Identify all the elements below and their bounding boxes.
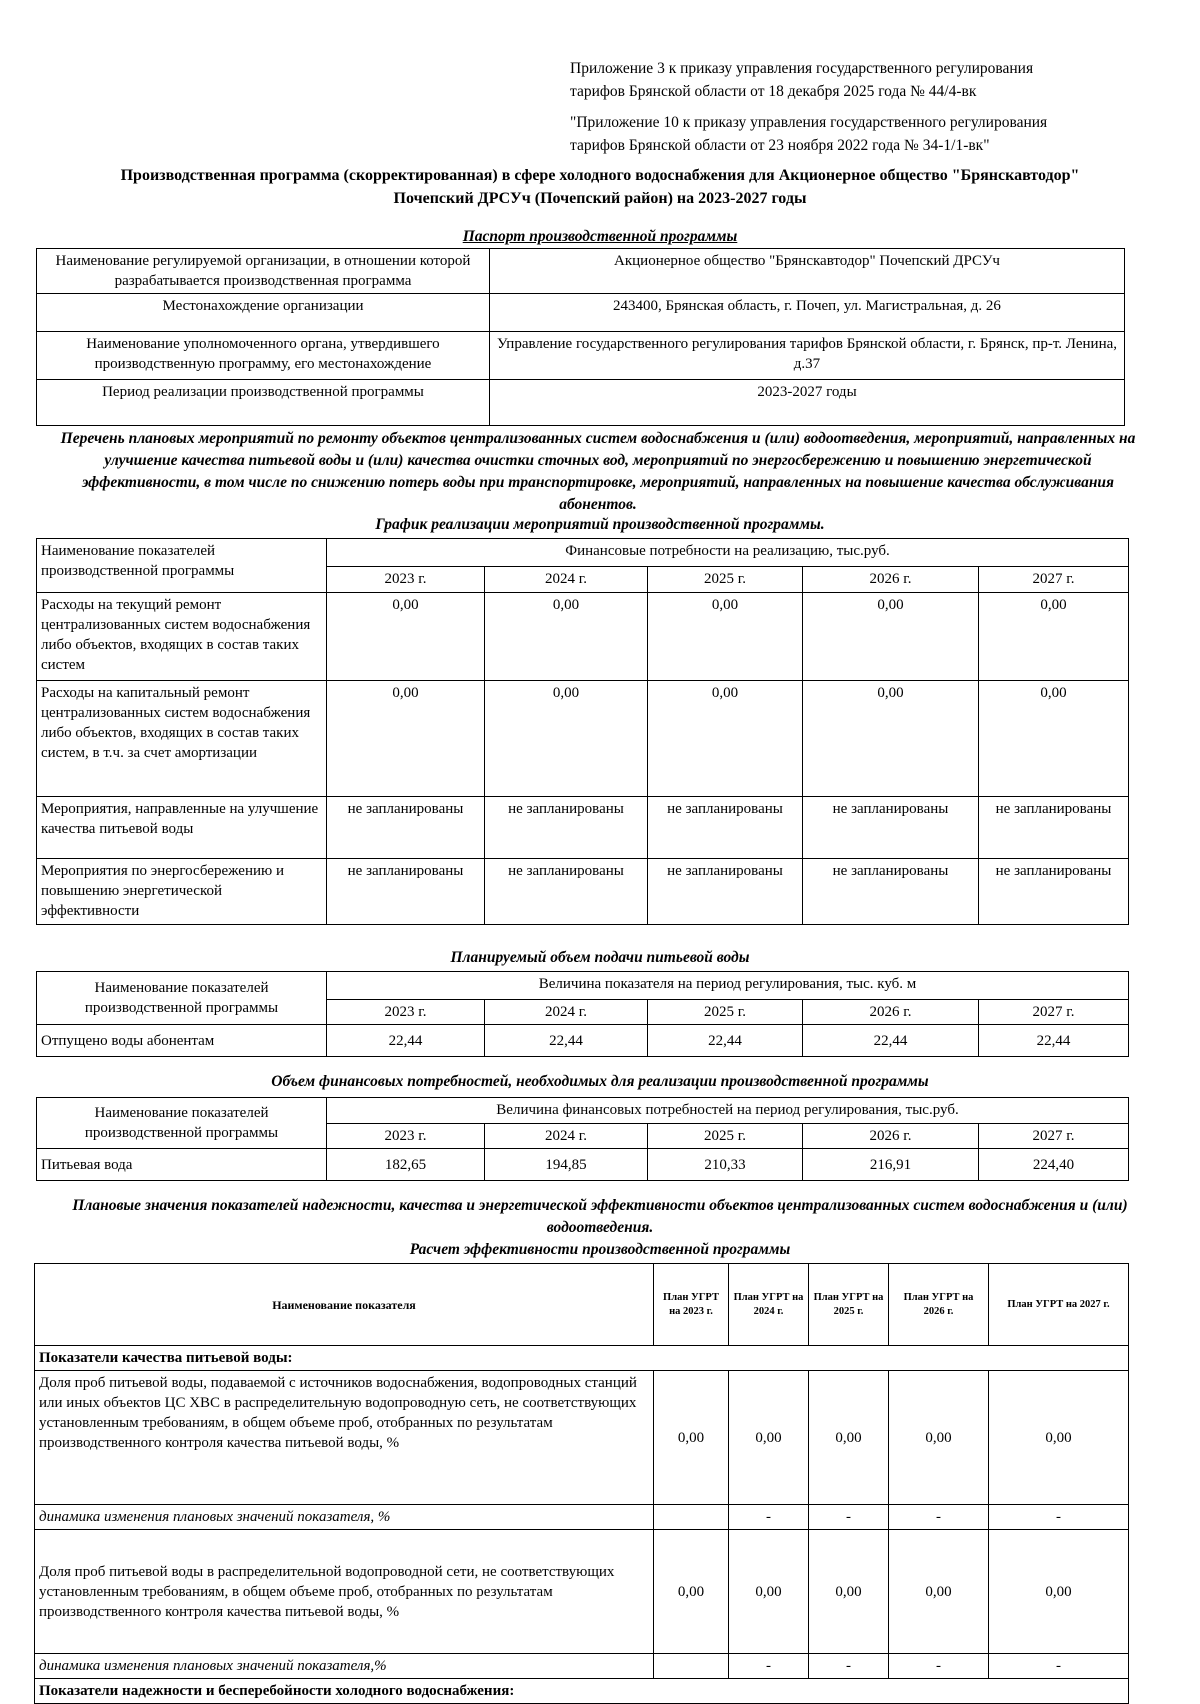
cell-value: -	[889, 1505, 989, 1530]
table-row	[35, 1346, 1129, 1371]
cell-value: -	[729, 1654, 809, 1679]
passport-label: Наименование уполномоченного органа, утвердившего производственную программу, его местонахождение	[37, 332, 490, 380]
passport-table	[36, 248, 1125, 426]
plan-header: План УГРТ на 2026 г.	[889, 1264, 989, 1346]
cell-value: не запланированы	[979, 797, 1129, 859]
cell-value	[654, 1654, 729, 1679]
cell-value: не запланированы	[327, 797, 485, 859]
cell-value: -	[989, 1505, 1129, 1530]
cell-value: не запланированы	[485, 797, 648, 859]
cell-value: -	[889, 1654, 989, 1679]
cell-value: 210,33	[648, 1149, 803, 1181]
table-row	[37, 332, 1125, 380]
year-header: 2027 г.	[979, 567, 1129, 593]
order-reference-1	[570, 57, 1033, 103]
year-header: 2025 г.	[648, 1000, 803, 1025]
cell-value: 0,00	[729, 1530, 809, 1654]
cell-value: 22,44	[327, 1025, 485, 1057]
measures-heading: Перечень плановых мероприятий по ремонту объектов централизованных систем водоснабжения и (или) водоотведения, мероприятий, направленных на улучшение качества питьевой воды и (или) качества очистки сточных вод, мероприятий по энергосбережению и повышению энергетической эффективности, в том числе по снижению потерь воды при транспортировке, мероприятий, направленных на повышение качества обслуживания абонентов.	[60, 430, 1136, 513]
table-row	[37, 380, 1125, 426]
year-header: 2026 г.	[803, 1000, 979, 1025]
ref1-line1: Приложение 3 к приказу управления государственного регулирования	[570, 60, 1034, 77]
plan-header: План УГРТ на 2024 г.	[729, 1264, 809, 1346]
plan-header: План УГРТ на 2025 г.	[809, 1264, 889, 1346]
cell-value: 0,00	[654, 1530, 729, 1654]
passport-label: Период реализации производственной программы	[37, 380, 490, 426]
table-row	[37, 1025, 1129, 1057]
year-header: 2025 г.	[648, 1124, 803, 1149]
year-header: 2025 г.	[648, 567, 803, 593]
row-label: Мероприятия по энергосбережению и повышению энергетической эффективности	[37, 859, 327, 925]
order-reference-2	[570, 111, 1047, 157]
title-line1: Производственная программа (скорректированная) в сфере холодного водоснабжения для Акционерное общество "Брянскавтодор"	[120, 167, 1080, 184]
cell-value: 194,85	[485, 1149, 648, 1181]
table-row	[35, 1264, 1129, 1346]
cell-value: -	[729, 1505, 809, 1530]
table-row	[35, 1505, 1129, 1530]
cell-value: 22,44	[979, 1025, 1129, 1057]
year-header: 2027 г.	[979, 1124, 1129, 1149]
ref2-line1: "Приложение 10 к приказу управления государственного регулирования	[570, 114, 1048, 131]
dynamics-label: динамика изменения плановых значений показателя,%	[35, 1654, 654, 1679]
cell-value: 0,00	[485, 681, 648, 797]
cell-value: не запланированы	[803, 797, 979, 859]
year-header: 2024 г.	[485, 1000, 648, 1025]
column-header: Наименование показателей производственной программы	[37, 539, 327, 593]
cell-value: 0,00	[803, 681, 979, 797]
row-label: Расходы на текущий ремонт централизованных систем водоснабжения либо объектов, входящих в состав таких систем	[37, 593, 327, 681]
indicators-table	[34, 1263, 1129, 1704]
passport-heading: Паспорт производственной программы	[462, 228, 738, 245]
cell-value: 0,00	[327, 681, 485, 797]
group-header: Величина показателя на период регулирования, тыс. куб. м	[327, 972, 1129, 1000]
cell-value: не запланированы	[648, 797, 803, 859]
passport-value: Акционерное общество "Брянскавтодор" Почепский ДРСУч	[490, 249, 1125, 294]
table-row	[37, 972, 1129, 1000]
row-label: Расходы на капитальный ремонт централизованных систем водоснабжения либо объектов, входящих в состав таких систем, в т.ч. за счет амортизации	[37, 681, 327, 797]
year-header: 2026 г.	[803, 1124, 979, 1149]
cell-value: -	[809, 1505, 889, 1530]
dynamics-label: динамика изменения плановых значений показателя, %	[35, 1505, 654, 1530]
title-line2: Почепский ДРСУч (Почепский район) на 2023-2027 годы	[393, 190, 807, 207]
year-header: 2023 г.	[327, 1124, 485, 1149]
section-header: Показатели надежности и бесперебойности холодного водоснабжения:	[35, 1679, 1129, 1704]
cell-value: 0,00	[729, 1371, 809, 1505]
cell-value: 216,91	[803, 1149, 979, 1181]
cell-value: -	[989, 1654, 1129, 1679]
cell-value: 0,00	[809, 1371, 889, 1505]
year-header: 2024 г.	[485, 1124, 648, 1149]
document-title	[40, 164, 1160, 210]
year-header: 2026 г.	[803, 567, 979, 593]
row-label: Мероприятия, направленные на улучшение качества питьевой воды	[37, 797, 327, 859]
cell-value: не запланированы	[803, 859, 979, 925]
table-row	[37, 294, 1125, 332]
cell-value: 0,00	[803, 593, 979, 681]
cell-value: 0,00	[889, 1530, 989, 1654]
table-row	[37, 681, 1129, 797]
cell-value: -	[809, 1654, 889, 1679]
table-row	[37, 859, 1129, 925]
table-row	[35, 1530, 1129, 1654]
section-header: Показатели качества питьевой воды:	[35, 1346, 1129, 1371]
finance-table	[36, 1097, 1129, 1181]
cell-value	[654, 1505, 729, 1530]
cell-value: 0,00	[989, 1371, 1129, 1505]
table-row	[37, 1149, 1129, 1181]
group-header: Финансовые потребности на реализацию, тыс.руб.	[327, 539, 1129, 567]
plan-header: План УГРТ на 2027 г.	[989, 1264, 1129, 1346]
table-row	[35, 1679, 1129, 1704]
passport-value: 243400, Брянская область, г. Почеп, ул. Магистральная, д. 26	[490, 294, 1125, 332]
cell-value: 0,00	[809, 1530, 889, 1654]
cell-value: 0,00	[654, 1371, 729, 1505]
measures-table	[36, 538, 1129, 925]
cell-value: 0,00	[327, 593, 485, 681]
table-row	[37, 539, 1129, 567]
cell-value: не запланированы	[485, 859, 648, 925]
cell-value: 0,00	[989, 1530, 1129, 1654]
indicators-subheading: Расчет эффективности производственной программы	[409, 1241, 791, 1258]
column-header: Наименование показателей производственной программы	[37, 972, 327, 1025]
year-header: 2027 г.	[979, 1000, 1129, 1025]
passport-value: Управление государственного регулирования тарифов Брянской области, г. Брянск, пр-т. Ленина, д.37	[490, 332, 1125, 380]
volume-heading: Планируемый объем подачи питьевой воды	[450, 949, 750, 966]
table-row	[35, 1654, 1129, 1679]
row-label: Доля проб питьевой воды, подаваемой с источников водоснабжения, водопроводных станций или иных объектов ЦС ХВС в распределительную водопроводную сеть, не соответствующих установленным требованиям, в общем объеме проб, отобранных по результатам производственного контроля качества питьевой воды, %	[35, 1371, 654, 1505]
cell-value: 0,00	[889, 1371, 989, 1505]
table-row	[37, 1098, 1129, 1124]
cell-value: 22,44	[648, 1025, 803, 1057]
cell-value: 22,44	[485, 1025, 648, 1057]
column-header: Наименование показателя	[35, 1264, 654, 1346]
cell-value: 0,00	[485, 593, 648, 681]
cell-value: не запланированы	[648, 859, 803, 925]
row-label: Питьевая вода	[37, 1149, 327, 1181]
measures-subheading: График реализации мероприятий производственной программы.	[375, 516, 825, 533]
passport-label: Наименование регулируемой организации, в отношении которой разрабатывается производственная программа	[37, 249, 490, 294]
table-row	[37, 797, 1129, 859]
cell-value: 0,00	[979, 681, 1129, 797]
year-header: 2024 г.	[485, 567, 648, 593]
passport-label: Местонахождение организации	[37, 294, 490, 332]
year-header: 2023 г.	[327, 1000, 485, 1025]
row-label: Доля проб питьевой воды в распределительной водопроводной сети, не соответствующих установленным требованиям, в общем объеме проб, отобранных по результатам производственного контроля качества питьевой воды, %	[35, 1530, 654, 1654]
indicators-heading: Плановые значения показателей надежности, качества и энергетической эффективности объектов централизованных систем водоснабжения и (или) водоотведения.	[72, 1197, 1128, 1236]
cell-value: не запланированы	[327, 859, 485, 925]
cell-value: 182,65	[327, 1149, 485, 1181]
passport-value: 2023-2027 годы	[490, 380, 1125, 426]
table-row	[37, 249, 1125, 294]
group-header: Величина финансовых потребностей на период регулирования, тыс.руб.	[327, 1098, 1129, 1124]
finance-heading: Объем финансовых потребностей, необходимых для реализации производственной программы	[271, 1073, 929, 1090]
row-label: Отпущено воды абонентам	[37, 1025, 327, 1057]
volume-table	[36, 971, 1129, 1057]
year-header: 2023 г.	[327, 567, 485, 593]
cell-value: не запланированы	[979, 859, 1129, 925]
plan-header: План УГРТ на 2023 г.	[654, 1264, 729, 1346]
table-row	[37, 593, 1129, 681]
column-header: Наименование показателей производственной программы	[37, 1098, 327, 1149]
cell-value: 22,44	[803, 1025, 979, 1057]
cell-value: 224,40	[979, 1149, 1129, 1181]
ref1-line2: тарифов Брянской области от 18 декабря 2025 года № 44/4-вк	[570, 83, 977, 100]
cell-value: 0,00	[648, 681, 803, 797]
ref2-line2: тарифов Брянской области от 23 ноября 2022 года № 34-1/1-вк"	[570, 137, 990, 154]
cell-value: 0,00	[979, 593, 1129, 681]
table-row	[35, 1371, 1129, 1505]
cell-value: 0,00	[648, 593, 803, 681]
